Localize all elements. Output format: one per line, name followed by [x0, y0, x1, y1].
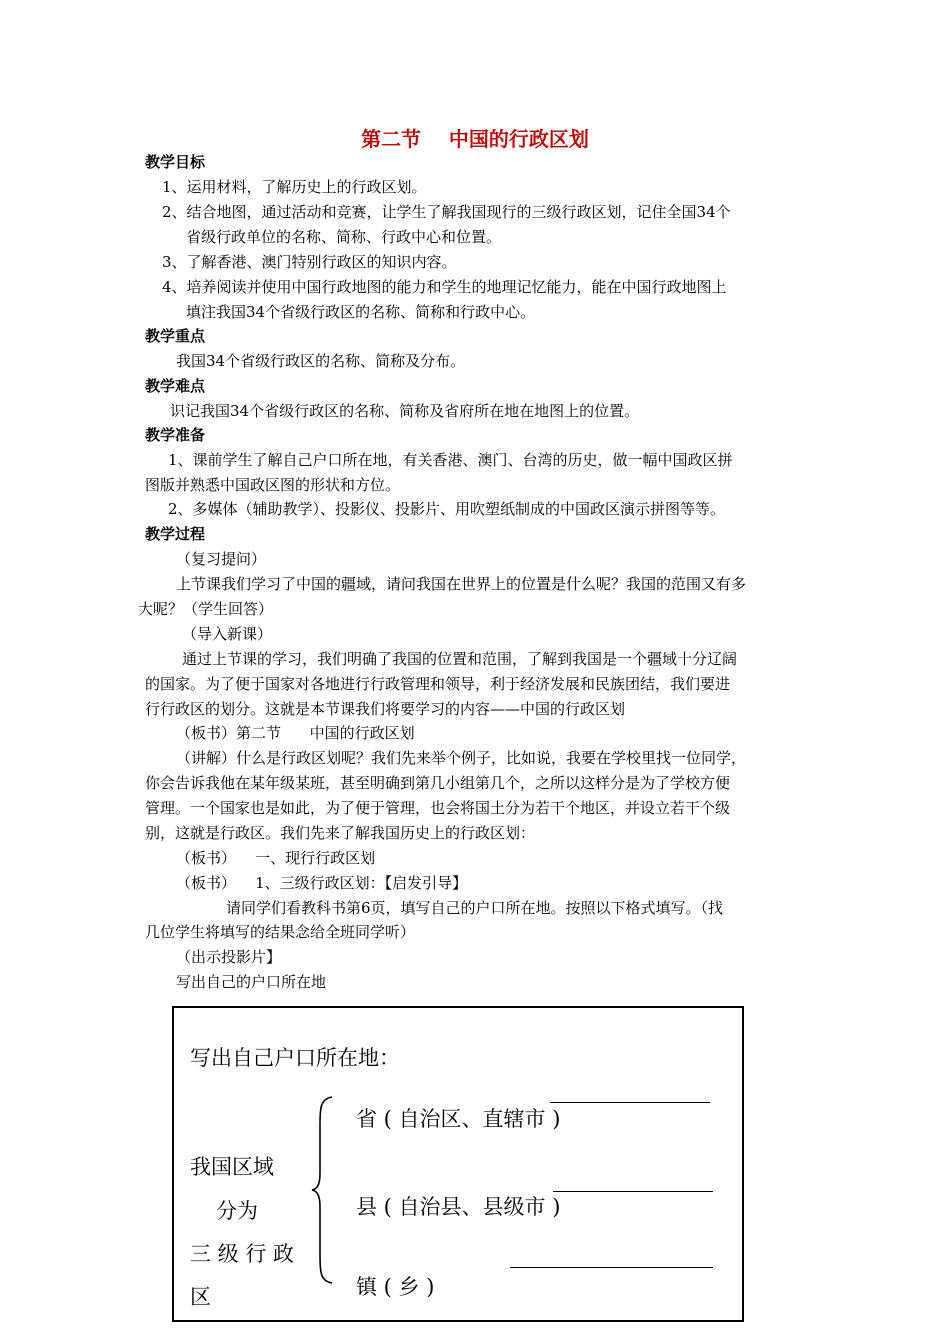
objective-item: 2、结合地图，通过活动和竞赛，让学生了解我国现行的三级行政区划，记住全国34个: [162, 203, 731, 221]
process-line: （板书） 一、现行行政区划: [176, 849, 376, 867]
curly-brace-icon: [310, 1095, 340, 1285]
process-line: 大呢？（学生回答）: [138, 600, 274, 618]
preparation-line: 图版并熟悉中国政区图的形状和方位。: [145, 476, 401, 494]
process-line: （出示投影片】: [176, 948, 282, 966]
key-points-heading: 教学重点: [145, 327, 206, 345]
objective-item: 3、了解香港、澳门特别行政区的知识内容。: [162, 253, 457, 271]
process-line: 的国家。为了便于国家对各地进行行政管理和领导，利于经济发展和民族团结，我们要进: [145, 675, 731, 693]
county-answer-blank[interactable]: [553, 1191, 713, 1192]
objectives-heading: 教学目标: [145, 153, 206, 171]
slide-level-county: 县 ( 自治县、县级市 ): [356, 1195, 561, 1219]
process-line: （复习提问）: [176, 550, 267, 568]
slide-left-line: 区: [190, 1285, 211, 1309]
slide-left-line: 分为: [216, 1199, 258, 1223]
process-line: 别，这就是行政区。我们先来了解我国历史上的行政区划：: [145, 824, 536, 842]
process-heading: 教学过程: [145, 525, 206, 543]
objective-item: 填注我国34个省级行政区的名称、简称和行政中心。: [186, 303, 536, 321]
process-line: 写出自己的户口所在地: [176, 973, 327, 991]
objective-item: 1、运用材料，了解历史上的行政区划。: [162, 178, 427, 196]
preparation-line: 2、多媒体（辅助教学）、投影仪、投影片、用吹塑纸制成的中国政区演示拼图等等。: [168, 500, 726, 518]
slide-left-line: 三 级 行 政: [190, 1242, 295, 1266]
process-line: 几位学生将填写的结果念给全班同学听）: [145, 923, 416, 941]
province-answer-blank[interactable]: [550, 1102, 710, 1103]
slide-prompt: 写出自己户口所在地：: [190, 1046, 400, 1070]
difficulties-heading: 教学难点: [145, 377, 206, 395]
page-title: 第二节 中国的行政区划: [361, 127, 589, 151]
slide-level-province: 省 ( 自治区、直辖市 ): [356, 1107, 561, 1131]
objective-item: 4、培养阅读并使用中国行政地图的能力和学生的地理记忆能力，能在中国行政地图上: [162, 278, 727, 296]
difficulties-text: 识记我国34个省级行政区的名称、简称及省府所在地在地图上的位置。: [170, 402, 640, 420]
process-line: 通过上节课的学习，我们明确了我国的位置和范围，了解到我国是一个疆域十分辽阔: [182, 650, 738, 668]
process-line: 行行政区的划分。这就是本节课我们将要学习的内容——中国的行政区划: [145, 700, 626, 718]
slide-left-line: 我国区域: [190, 1155, 274, 1179]
town-answer-blank[interactable]: [510, 1267, 713, 1268]
key-points-text: 我国34个省级行政区的名称、简称及分布。: [176, 352, 466, 370]
preparation-line: 1、课前学生了解自己户口所在地，有关香港、澳门、台湾的历史，做一幅中国政区拼: [168, 451, 733, 469]
process-line: 请同学们看教科书第6页，填写自己的户口所在地。按照以下格式填写。（找: [226, 899, 724, 917]
slide-level-town: 镇 ( 乡 ): [356, 1275, 435, 1299]
process-line: （板书） 1、三级行政区划：【启发引导】: [176, 874, 468, 892]
process-line: （导入新课）: [182, 625, 273, 643]
process-line: （讲解）什么是行政区划呢？我们先来举个例子，比如说，我要在学校里找一位同学，: [176, 749, 747, 767]
preparation-heading: 教学准备: [145, 426, 206, 444]
process-line: 上节课我们学习了中国的疆域，请问我国在世界上的位置是什么呢？我国的范围又有多: [176, 575, 747, 593]
objective-item: 省级行政单位的名称、简称、行政中心和位置。: [186, 228, 502, 246]
process-line: （板书）第二节 中国的行政区划: [176, 724, 415, 742]
process-line: 你会告诉我他在某年级某班，甚至明确到第几小组第几个，之所以这样分是为了学校方便: [145, 774, 731, 792]
process-line: 管理。一个国家也是如此，为了便于管理，也会将国土分为若干个地区，并设立若干个级: [145, 799, 731, 817]
